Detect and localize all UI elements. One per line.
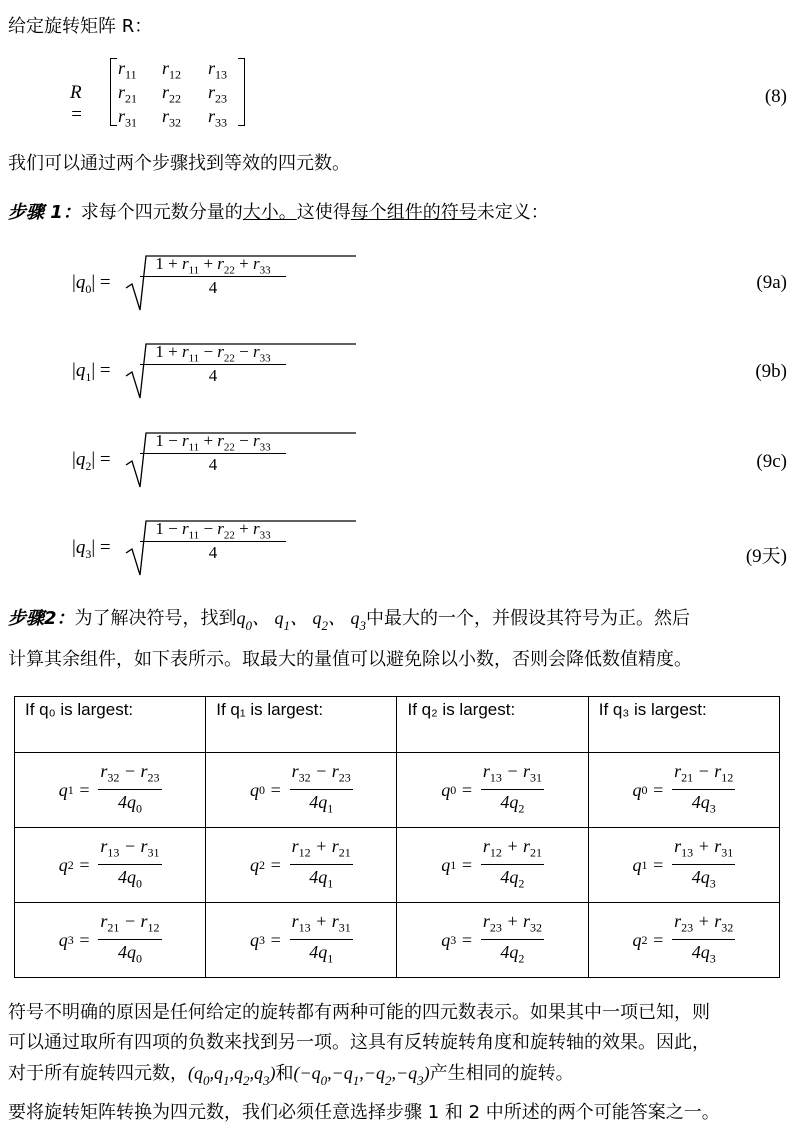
matrix-cell: $r_{22}$ xyxy=(162,82,182,106)
closing-line3 xyxy=(8,1062,574,1086)
table-cell: q 2 = $\frac{r_{13} - r_{31}}{4q_0}$ xyxy=(15,828,206,903)
closing-line4: 要将旋转矩阵转换为四元数，我们必须任意选择步骤 1 和 2 中所述的两个可能答案之一。 xyxy=(8,1102,720,1123)
matrix-label: R = xyxy=(70,82,83,125)
step2-text-b: 中最大的一个，并假设其符号为正。然后 xyxy=(366,608,691,629)
step1-text-c: 未定义： xyxy=(476,202,549,223)
paragraph-two-steps: 我们可以通过两个步骤找到等效的四元数。 xyxy=(8,153,350,174)
matrix-cell: $r_{32}$ xyxy=(162,106,182,130)
table-header-cell: If q₂ is largest: xyxy=(397,697,588,753)
table-header-cell: If q₃ is largest: xyxy=(588,697,779,753)
equation-numerator: $1 - r_{11} + r_{22} - r_{33}$ xyxy=(155,431,271,454)
step1-text-a: 求每个四元数分量的 xyxy=(80,202,243,223)
equation-lhs: $|q_1|$ = xyxy=(72,360,111,384)
fraction-bar xyxy=(140,453,286,454)
step2-label: 步骤2： xyxy=(8,608,75,629)
intro-text: 给定旋转矩阵 R： xyxy=(8,16,153,37)
table-header-cell: If q₀ is largest: xyxy=(15,697,206,753)
fraction-bar xyxy=(140,276,286,277)
step1-underlined-sign: 每个组件的符号 xyxy=(350,202,477,223)
table-cell: q 1 = $\frac{r_{13} + r_{31}}{4q_3}$ xyxy=(588,828,779,903)
matrix-cell: $r_{31}$ xyxy=(118,106,138,130)
table-cell: q 1 = $\frac{r_{12} + r_{21}}{4q_2}$ xyxy=(397,828,588,903)
matrix-cells xyxy=(118,58,238,130)
table-row xyxy=(15,753,780,828)
equation-lhs: $|q_0|$ = xyxy=(72,272,111,296)
table-cell: q 1 = $\frac{r_{32} - r_{23}}{4q_0}$ xyxy=(15,753,206,828)
closing-line3-b: 和 xyxy=(275,1063,294,1084)
matrix-left-bracket xyxy=(110,58,117,126)
step1-paragraph xyxy=(8,202,549,224)
equation-number-9a: (9a) xyxy=(756,272,787,293)
equation-number-8: (8) xyxy=(764,86,787,107)
table-cell: q 0 = $\frac{r_{32} - r_{23}}{4q_1}$ xyxy=(206,753,397,828)
table-row xyxy=(15,828,780,903)
step1-text-b: 这使得 xyxy=(296,202,351,223)
equation-numerator: $1 + r_{11} - r_{22} - r_{33}$ xyxy=(155,342,271,365)
step1-label: 步骤 1： xyxy=(8,202,81,223)
equation-denominator: 4 xyxy=(208,455,218,474)
matrix-cell: $r_{13}$ xyxy=(208,58,228,82)
q-list: $q_0$、 $q_1$、 $q_2$、 $q_3$ xyxy=(236,608,367,633)
table-cell: q 3 = $\frac{r_{21} - r_{12}}{4q_0}$ xyxy=(15,903,206,978)
step2-paragraph-line1 xyxy=(8,607,690,631)
table-cell: q 3 = $\frac{r_{13} + r_{31}}{4q_1}$ xyxy=(206,903,397,978)
matrix-cell: $r_{23}$ xyxy=(208,82,228,106)
table-cell: q 0 = $\frac{r_{13} - r_{31}}{4q_2}$ xyxy=(397,753,588,828)
fraction-bar xyxy=(140,364,286,365)
matrix-cell: $r_{33}$ xyxy=(208,106,228,130)
matrix-right-bracket xyxy=(238,58,245,126)
quaternion-positive: $(q_0,q_1,q_2,q_3)$ xyxy=(188,1063,276,1088)
quaternion-negative: $(-q_0,-q_1,-q_2,-q_3)$ xyxy=(293,1063,430,1088)
step1-underlined-magnitude: 大小。 xyxy=(242,202,297,223)
equation-numerator: $1 + r_{11} + r_{22} + r_{33}$ xyxy=(155,254,271,277)
equation-number-9b: (9b) xyxy=(755,361,787,382)
equation-number-9d: (9天) xyxy=(745,546,787,567)
equation-lhs: $|q_2|$ = xyxy=(72,449,111,473)
table-cell: q 3 = $\frac{r_{23} + r_{32}}{4q_2}$ xyxy=(397,903,588,978)
step2-paragraph-line2: 计算其余组件，如下表所示。取最大的量值可以避免除以小数，否则会降低数值精度。 xyxy=(8,649,692,670)
equation-number-9c: (9c) xyxy=(756,451,787,472)
table-cell: q 2 = $\frac{r_{23} + r_{32}}{4q_3}$ xyxy=(588,903,779,978)
equation-lhs: $|q_3|$ = xyxy=(72,537,111,561)
table-cell: q 0 = $\frac{r_{21} - r_{12}}{4q_3}$ xyxy=(588,753,779,828)
table-cell: q 2 = $\frac{r_{12} + r_{21}}{4q_1}$ xyxy=(206,828,397,903)
closing-line2: 可以通过取所有四项的负数来找到另一项。这具有反转旋转角度和旋转轴的效果。因此， xyxy=(8,1032,710,1053)
equation-numerator: $1 - r_{11} - r_{22} + r_{33}$ xyxy=(155,519,271,542)
closing-line3-c: 产生相同的旋转。 xyxy=(429,1063,574,1084)
equation-denominator: 4 xyxy=(208,366,218,385)
matrix-cell: $r_{11}$ xyxy=(118,58,137,82)
table-header-cell: If q₁ is largest: xyxy=(206,697,397,753)
closing-line1: 符号不明确的原因是任何给定的旋转都有两种可能的四元数表示。如果其中一项已知，则 xyxy=(8,1002,710,1023)
quaternion-table xyxy=(14,696,780,978)
table-row xyxy=(15,903,780,978)
closing-line3-a: 对于所有旋转四元数， xyxy=(8,1063,188,1084)
matrix-cell: $r_{12}$ xyxy=(162,58,182,82)
table-header-row xyxy=(15,697,780,753)
equation-denominator: 4 xyxy=(208,543,218,562)
step2-text-a: 为了解决符号，找到 xyxy=(74,608,237,629)
matrix-cell: $r_{21}$ xyxy=(118,82,138,106)
equation-denominator: 4 xyxy=(208,278,218,297)
fraction-bar xyxy=(140,541,286,542)
